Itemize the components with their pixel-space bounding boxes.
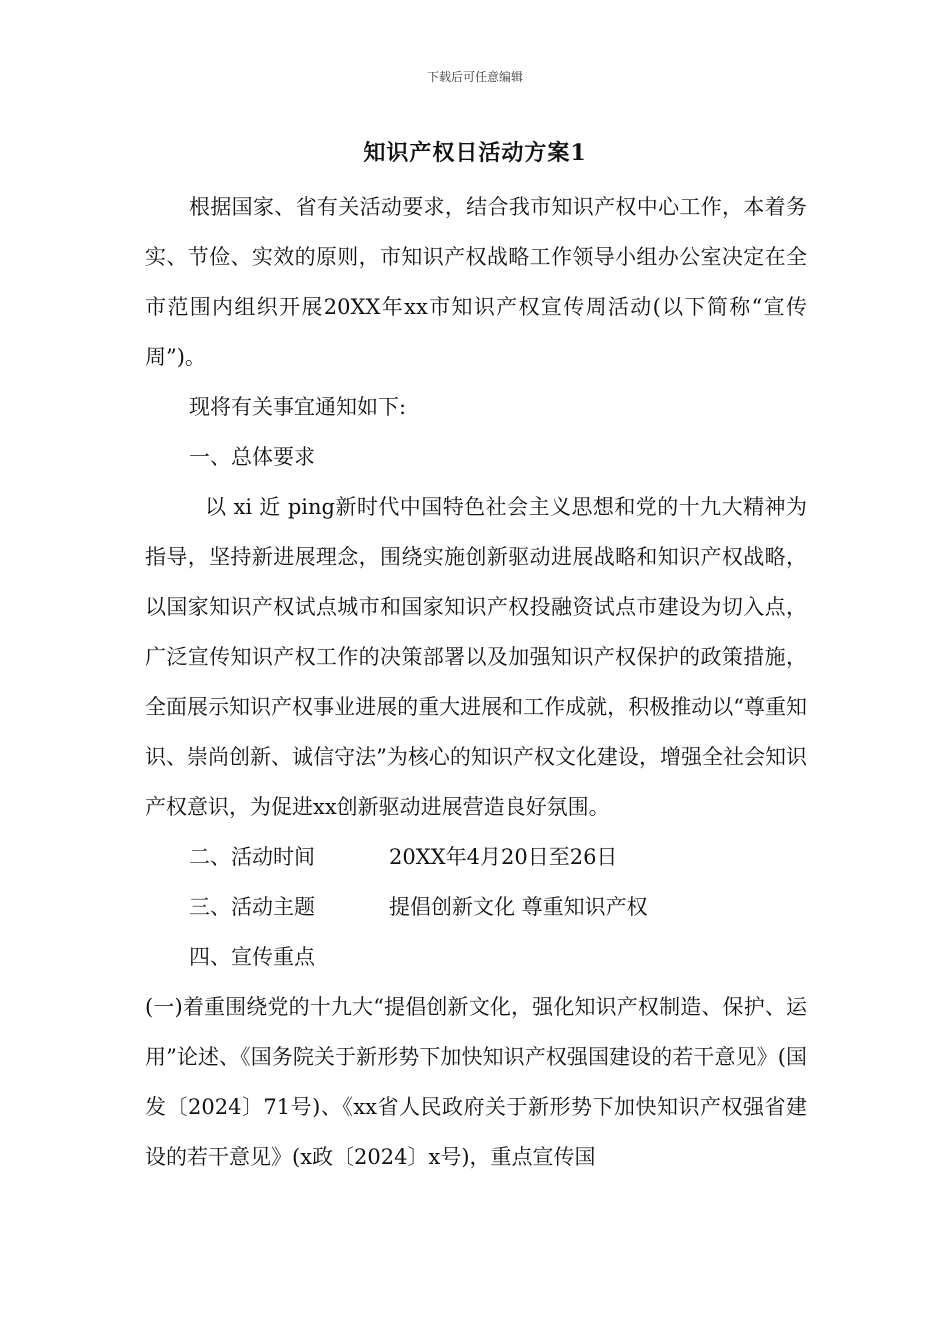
section3-label: 三、活动主题 bbox=[189, 895, 315, 919]
section3-value: 提倡创新文化 尊重知识产权 bbox=[389, 895, 648, 919]
document-title: 知识产权日活动方案1 bbox=[363, 140, 587, 166]
section4-heading: 四、宣传重点 bbox=[189, 945, 315, 969]
section1-body: 以 xi 近 ping新时代中国特色社会主义思想和党的十九大精神为指导，坚持新进展理念，围绕实施创新驱动进展战略和知识产权战略，以国家知识产权试点城市和国家知识产权投融资试点市建设为切入点，广泛宣传知识产权工作的决策部署以及加强知识产权保护的政策措施，全面展示知识产权事业进展的重大进展和工作成就，积极推动以“尊重知识、崇尚创新、诚信守法”为核心的知识产权文化建设，增强全社会知识产权意识，为促进xx创新驱动进展营造良好氛围。 bbox=[145, 495, 807, 819]
document-body bbox=[145, 182, 807, 1182]
header-note: 下载后可任意编辑 bbox=[426, 70, 523, 84]
section4-item1: (一)着重围绕党的十九大“提倡创新文化，强化知识产权制造、保护、运用”论述、《国务院关于新形势下加快知识产权强国建设的若干意见》(国发〔2024〕71号)、《xx省人民政府关于新形势下加快知识产权强省建设的若干意见》(x政〔2024〕x号)，重点宣传国 bbox=[145, 995, 807, 1169]
section3-row bbox=[145, 882, 807, 932]
intro-paragraph: 根据国家、省有关活动要求，结合我市知识产权中心工作，本着务实、节俭、实效的原则，市知识产权战略工作领导小组办公室决定在全市范围内组织开展20XX年xx市知识产权宣传周活动(以下简称“宣传周”)。 bbox=[145, 195, 807, 369]
section2-row bbox=[145, 832, 807, 882]
section2-label: 二、活动时间 bbox=[189, 845, 315, 869]
notice-paragraph: 现将有关事宜通知如下: bbox=[189, 395, 407, 419]
section1-heading: 一、总体要求 bbox=[189, 445, 315, 469]
section2-value: 20XX年4月20日至26日 bbox=[389, 845, 618, 869]
